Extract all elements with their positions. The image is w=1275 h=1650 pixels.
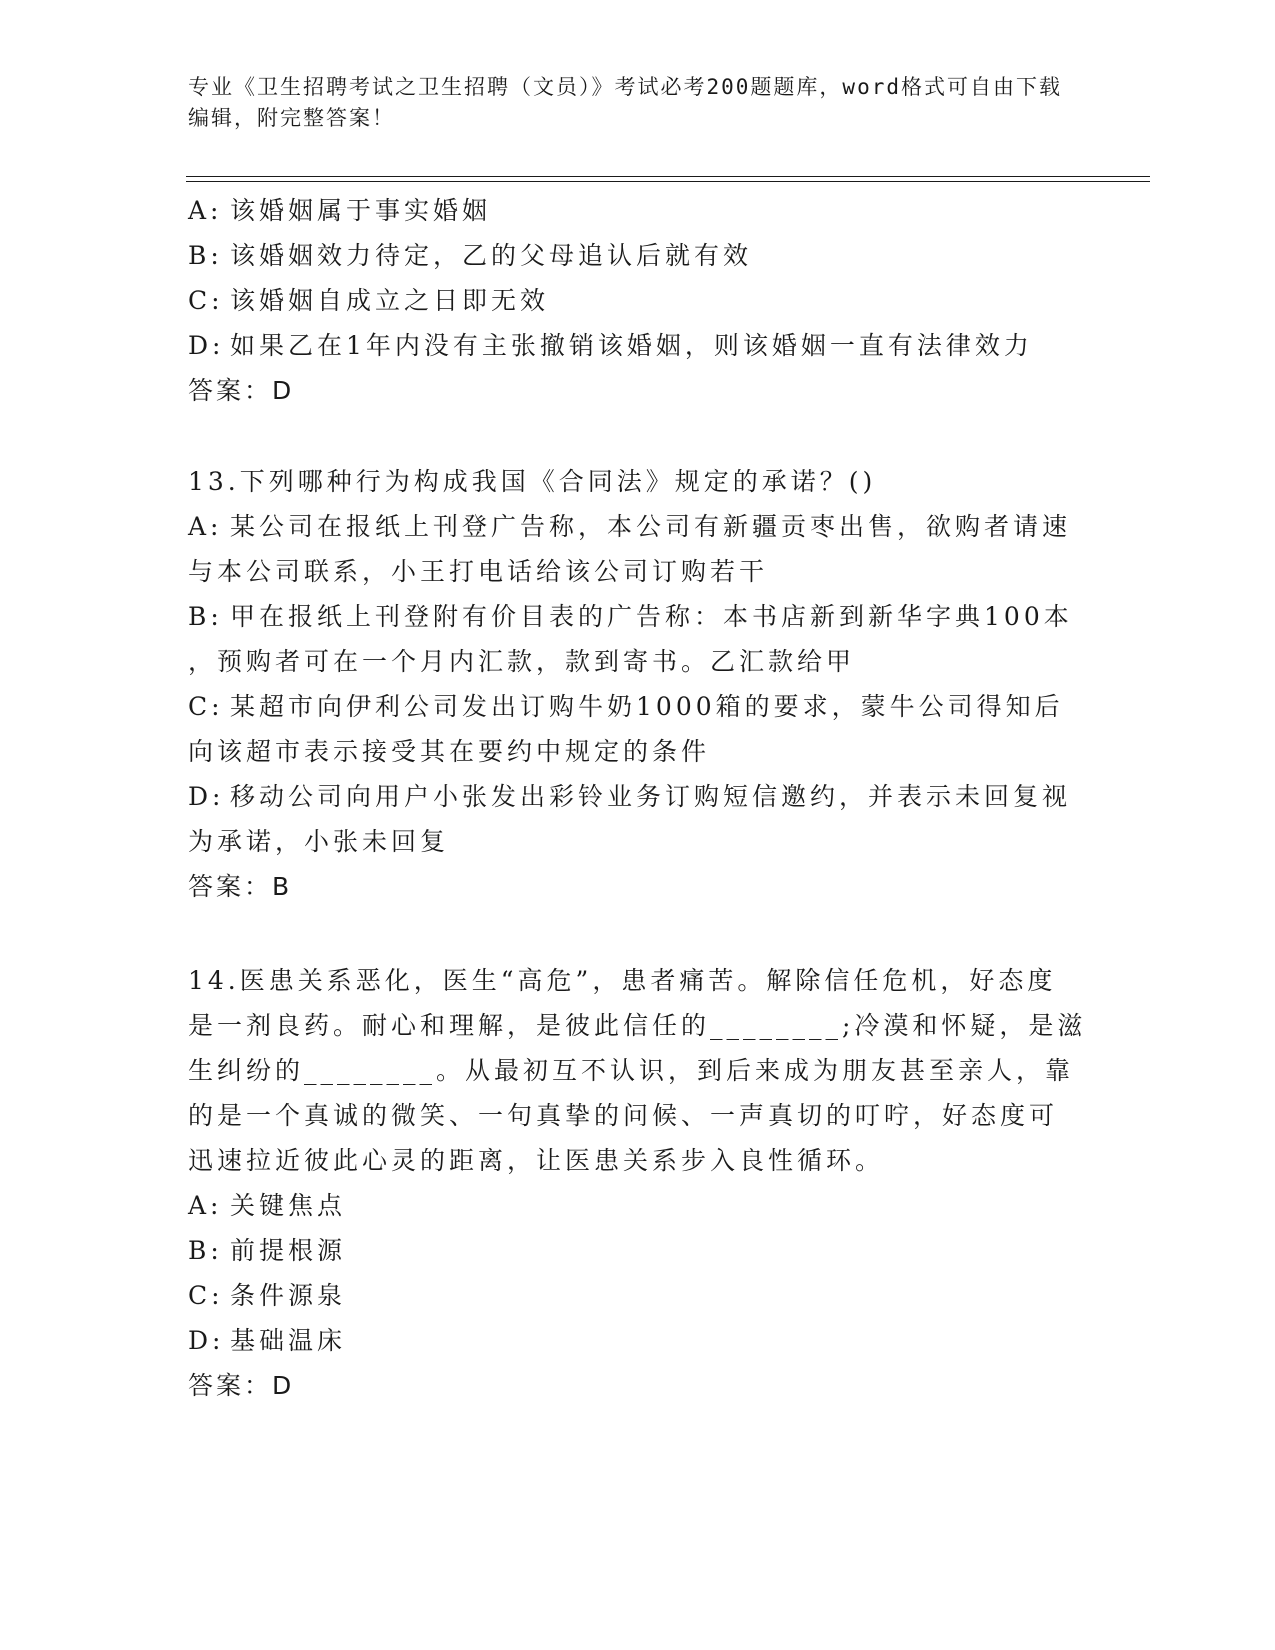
header-rule-bottom: [186, 181, 1150, 182]
document-header: 专业《卫生招聘考试之卫生招聘（文员）》考试必考200题题库，word格式可自由下载编辑，附完整答案！: [188, 75, 1062, 130]
option-d: D: 移动公司向用户小张发出彩铃业务订购短信邀约，并表示未回复视: [188, 782, 1072, 811]
answer: 答案：B: [188, 872, 293, 901]
question-13: [188, 459, 1073, 909]
option-d: D: 如果乙在1年内没有主张撤销该婚姻，则该婚姻一直有法律效力: [188, 331, 1033, 360]
option-a: A: 某公司在报纸上刊登广告称，本公司有新疆贡枣出售，欲购者请速: [188, 512, 1072, 541]
option-a: A: 关键焦点: [188, 1191, 347, 1220]
option-a-cont: 与本公司联系，小王打电话给该公司订购若干: [188, 557, 769, 586]
answer: 答案：D: [188, 1371, 295, 1400]
option-b: B: 前提根源: [188, 1236, 347, 1265]
question-text-line: 生纠纷的________。从最初互不认识，到后来成为朋友甚至亲人，靠: [188, 1056, 1075, 1085]
question-text: 13.下列哪种行为构成我国《合同法》规定的承诺？(): [188, 467, 877, 496]
question-text-line: 14.医患关系恶化，医生“高危”，患者痛苦。解除信任危机，好态度: [188, 966, 1057, 995]
answer: 答案：D: [188, 376, 295, 405]
option-c: C: 某超市向伊利公司发出订购牛奶1000箱的要求，蒙牛公司得知后: [188, 692, 1064, 721]
header-rule-top: [186, 176, 1150, 177]
option-d-cont: 为承诺，小张未回复: [188, 827, 450, 856]
question-text-line: 迅速拉近彼此心灵的距离，让医患关系步入良性循环。: [188, 1146, 885, 1175]
option-d: D: 基础温床: [188, 1326, 347, 1355]
option-c: C: 条件源泉: [188, 1281, 347, 1310]
option-b: B: 甲在报纸上刊登附有价目表的广告称：本书店新到新华字典100本: [188, 602, 1073, 631]
question-12: [188, 188, 1068, 413]
option-b-cont: ，预购者可在一个月内汇款，款到寄书。乙汇款给甲: [188, 647, 856, 676]
option-b: B: 该婚姻效力待定，乙的父母追认后就有效: [188, 241, 753, 270]
question-text-line: 是一剂良药。耐心和理解，是彼此信任的________;冷漠和怀疑，是滋: [188, 1011, 1087, 1040]
question-14: [188, 958, 1087, 1408]
option-c-cont: 向该超市表示接受其在要约中规定的条件: [188, 737, 711, 766]
question-text-line: 的是一个真诚的微笑、一句真挚的问候、一声真切的叮咛，好态度可: [188, 1101, 1059, 1130]
option-a: A: 该婚姻属于事实婚姻: [188, 196, 492, 225]
option-c: C: 该婚姻自成立之日即无效: [188, 286, 550, 315]
